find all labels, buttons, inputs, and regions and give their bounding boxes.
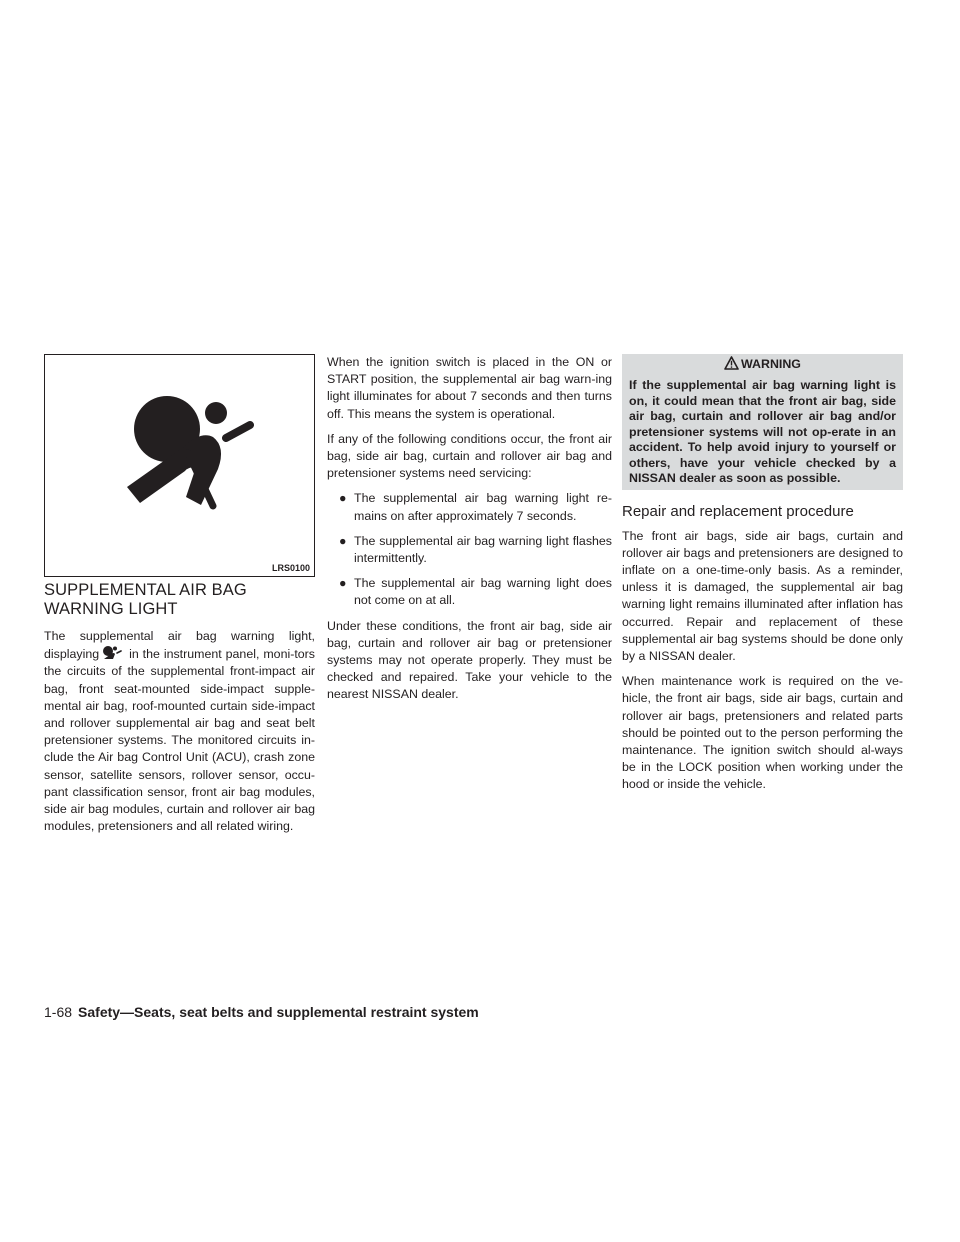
footer-section-title: Safety—Seats, seat belts and supplemental restraint system — [78, 1004, 479, 1020]
warning-box — [622, 354, 903, 490]
figure-code: LRS0100 — [271, 563, 310, 573]
repair-title: Repair and replacement procedure — [622, 502, 854, 520]
paragraph-service: Under these conditions, the front air bag, side air bag, curtain and rollover air bag or pretensioner systems may not operate properly. They must be checked and repaired. Take your vehicle to the nearest NISSAN dealer. — [327, 618, 612, 702]
warning-heading — [629, 354, 896, 378]
bullet-icon: ● — [339, 533, 347, 548]
bullet-icon: ● — [339, 576, 347, 591]
page-number: 1-68 — [44, 1004, 73, 1020]
warning-body: If the supplemental air bag warning light is on, it could mean that the front air bag, side air bag, curtain and rollover air bag and/or pretensioner systems will not op-erate in an accident. To help avoid injury to yourself or others, have your vehicle checked by a NISSAN dealer as soon as possible. — [629, 378, 896, 485]
paragraph-text-after-icon: in the instrument panel, moni-tors the circuits of the supplemental front-impact air bag, front seat-mounted side-impact supple-mental air bag, roof-mounted curtain side-impact and rollover supplemental air bag and seat belt pretensioner systems. The monitored circuits in-clude the Air bag Control Unit (ACU), crash zone sensor, satellite sensors, rollover sensor, occu-pant classification sensor, front air bag modules, side air bag modules, curtain and rollover air bag modules, pretensioners and all related wiring. — [44, 647, 315, 834]
list-item: ● The supplemental air bag warning light does not come on at all. — [339, 576, 612, 608]
section-title-line2: WARNING LIGHT — [44, 600, 178, 618]
paragraph-conditions: If any of the following conditions occur, the front air bag, side air bag, curtain and rollover air bag and pretensioner systems need servicing: — [327, 431, 612, 481]
left-column — [44, 354, 315, 843]
paragraph-text-before-icon: The supplemental air bag warning light, displaying — [44, 629, 315, 662]
paragraph-repair: The front air bags, side air bags, curtain and rollover air bags and pretensioners are designed to inflate on a one-time-only basis. As a reminder, unless it is damaged, the supplemental air bag warning light remains illuminated after inflation has occurred. Repair and replacement of these supplemental air bag systems should be done only by a NISSAN dealer. — [622, 528, 903, 663]
warning-triangle-icon — [724, 356, 739, 370]
section-title — [44, 581, 315, 619]
paragraph-maintenance: When maintenance work is required on the ve-hicle, the front air bags, side air bags, curtain and rollover air bags, pretensioners and related parts should be pointed out to the person performing the maintenance. The ignition switch should al-ways be in the LOCK position when working under the hood or inside the vehicle. — [622, 674, 903, 792]
page-footer — [44, 1003, 479, 1021]
airbag-inline-icon — [99, 645, 125, 661]
section-title-line1: SUPPLEMENTAL AIR BAG — [44, 581, 247, 599]
condition-list — [327, 490, 612, 609]
list-item: ● The supplemental air bag warning light re-mains on after approximately 7 seconds. — [339, 491, 612, 523]
airbag-warning-figure — [44, 354, 315, 577]
airbag-warning-icon — [45, 355, 314, 576]
right-column — [622, 354, 903, 802]
paragraph-ignition: When the ignition switch is placed in the ON or START position, the supplemental air bag warn-ing light illuminates for about 7 seconds and then turns off. This means the system is operational. — [327, 355, 612, 421]
warning-heading-text: WARNING — [741, 357, 801, 371]
list-item: ● The supplemental air bag warning light flashes intermittently. — [339, 533, 612, 566]
middle-column — [327, 354, 612, 712]
paragraph-monitoring — [44, 628, 315, 835]
bullet-icon: ● — [339, 491, 347, 506]
